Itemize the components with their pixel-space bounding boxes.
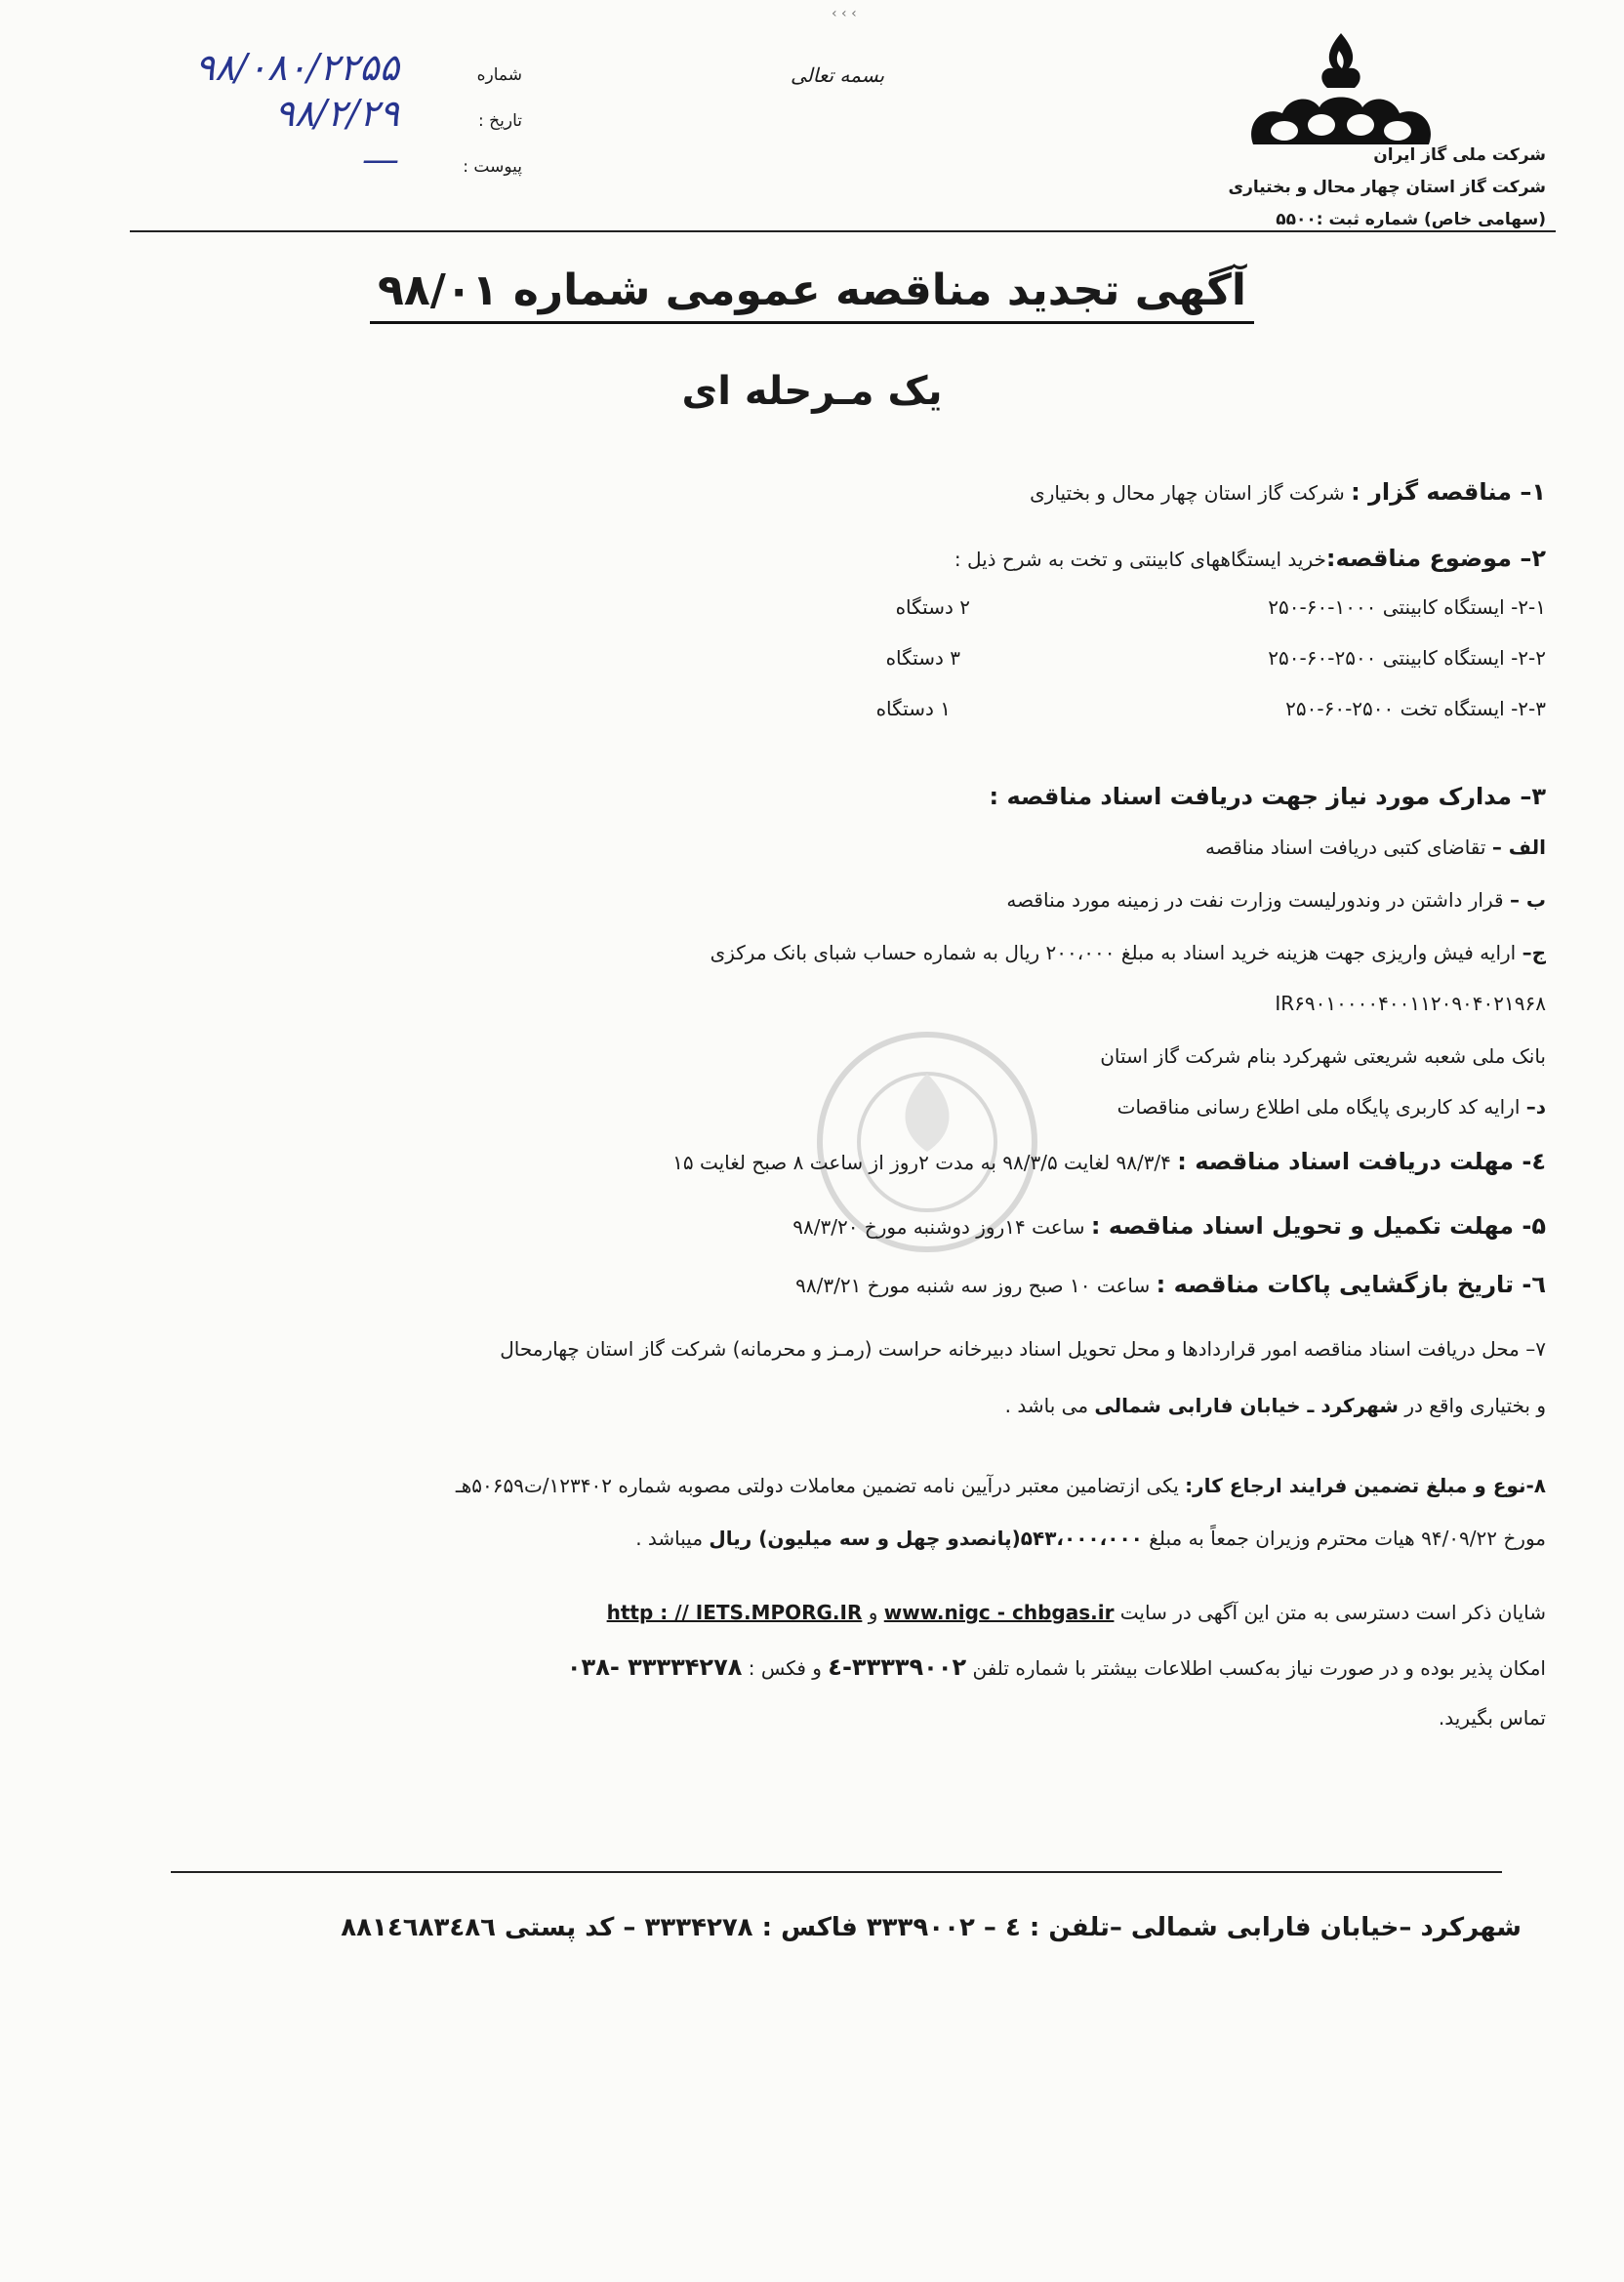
- nigc-logo-icon: [1224, 29, 1458, 156]
- notice-line2: امکان پذیر بوده و در صورت نیاز به‌کسب اطلاعات بیشتر با شماره تلفن ۳۳۳۳۹۰۰۲-٤ و فکس : ۳۳۳۳۴۲۷۸ -۰۳۸: [566, 1653, 1546, 1681]
- item-2-3-qty: ۱ دستگاه: [875, 697, 951, 720]
- scan-marks: ‹ ‹ ‹: [832, 6, 857, 21]
- bismillah: بسمه تعالی: [791, 63, 885, 87]
- notice-line3: تماس بگیرید.: [1438, 1706, 1546, 1730]
- item-2-1: ۲-۱- ایستگاه کابینتی ۱۰۰۰-۶۰-۲۵۰: [1268, 595, 1546, 619]
- company-info: [1038, 140, 1546, 236]
- company-registration: (سهامی خاص) شماره ثبت :۵۵۰۰: [1276, 210, 1546, 229]
- phone-number: ۳۳۳۳۹۰۰۲-٤: [828, 1653, 967, 1681]
- document-title: آگهی تجدید مناقصه عمومی شماره ۹۸/۰۱: [0, 265, 1624, 315]
- item-6: ٦- تاریخ بازگشایی پاکات مناقصه : ساعت ۱۰ صبح روز سه شنبه مورخ ۹۸/۳/۲۱: [795, 1271, 1546, 1298]
- number-value: ۹۸/۰۸۰/۲۲۵۵: [194, 46, 399, 89]
- header-divider: [130, 230, 1556, 232]
- footer-divider: [171, 1871, 1502, 1873]
- item-8-line1: ۸-نوع و مبلغ تضمین فرایند ارجاع کار: یکی ازتضامین معتبر درآیین نامه تضمین معاملات دولتی مصوبه شماره ۱۲۳۴۰۲/ت۵۰۶۵۹هـ: [455, 1474, 1546, 1497]
- date-value: ۹۸/۲/۲۹: [274, 92, 399, 135]
- item-2: ۲– موضوع مناقصه:خرید ایستگاههای کابینتی و تخت به شرح ذیل :: [954, 545, 1546, 572]
- company-province: شرکت گاز استان چهار محال و بختیاری: [1228, 178, 1546, 197]
- site-link-chbgas[interactable]: www.nigc - chbgas.ir: [883, 1601, 1115, 1624]
- date-label: تاریخ :: [478, 111, 522, 131]
- item-3-d: د– ارایه کد کاربری پایگاه ملی اطلاع رسانی مناقصات: [1116, 1095, 1546, 1119]
- notice-line1: شایان ذکر است دسترسی به متن این آگهی در سایت www.nigc - chbgas.ir و http : // IETS.MPORG.IR: [606, 1601, 1546, 1624]
- item-2-1-qty: ۲ دستگاه: [895, 595, 970, 619]
- item-2-2-qty: ۳ دستگاه: [885, 646, 960, 670]
- item-2-3: ۲-۳- ایستگاه تخت ۲۵۰۰-۶۰-۲۵۰: [1285, 697, 1546, 720]
- attachment-label: پیوست :: [463, 157, 522, 177]
- item-7-line1: ۷– محل دریافت اسناد مناقصه امور قراردادها و محل تحویل اسناد دبیرخانه حراست (رمـز و محرمانه) شرکت گاز استان چهارمحال: [500, 1337, 1546, 1361]
- item-3-b: ب – قرار داشتن در وندورلیست وزارت نفت در زمینه مورد مناقصه: [1006, 888, 1546, 912]
- attachment-value: —: [362, 138, 399, 181]
- item-7-line2: و بختیاری واقع در شهرکرد ـ خیابان فارابی شمالی می باشد .: [1004, 1394, 1546, 1417]
- fax-number: ۳۳۳۳۴۲۷۸ -۰۳۸: [566, 1653, 743, 1681]
- item-3-a: الف – تقاضای کتبی دریافت اسناد مناقصه: [1205, 835, 1546, 859]
- number-label: شماره: [476, 65, 522, 85]
- item-5: ۵- مهلت تکمیل و تحویل اسناد مناقصه : ساعت ۱۴روز دوشنبه مورخ ۹۸/۳/۲۰: [792, 1212, 1546, 1240]
- site-link-iets[interactable]: http : // IETS.MPORG.IR: [606, 1601, 863, 1624]
- item-3: ۳– مدارک مورد نیاز جهت دریافت اسناد مناقصه :: [989, 783, 1546, 810]
- item-1: ۱– مناقصه گزار : شرکت گاز استان چهار محال و بختیاری: [1030, 478, 1546, 506]
- company-name: شرکت ملی گاز ایران: [1373, 145, 1546, 165]
- item-4: ٤- مهلت دریافت اسناد مناقصه : ۹۸/۳/۴ لغایت ۹۸/۳/۵ به مدت ۲روز از ساعت ۸ صبح لغایت ۱۵: [672, 1148, 1546, 1175]
- item-2-2: ۲-۲- ایستگاه کابینتی ۲۵۰۰-۶۰-۲۵۰: [1268, 646, 1546, 670]
- footer-address: شهرکرد –خیابان فارابی شمالی –تلفن : ٤ – ۳۳۳۹۰۰۲ فاکس : ۳۳۳۴۲۷۸ – کد پستی ۸۸۱٤٦۸۳٤۸٦: [341, 1913, 1522, 1942]
- item-3-c-iban: IR۶۹۰۱۰۰۰۰۴۰۰۱۱۲۰۹۰۴۰۲۱۹۶۸: [1275, 992, 1546, 1015]
- document-subtitle: یک مـرحله ای: [681, 369, 943, 414]
- item-8-line2: مورخ ۹۴/۰۹/۲۲ هیات محترم وزیران جمعاً به مبلغ ۵۴۳،۰۰۰،۰۰۰(پانصدو چهل و سه میلیون) ریال میباشد .: [635, 1527, 1546, 1550]
- item-3-c: ج– ارایه فیش واریزی جهت هزینه خرید اسناد به مبلغ ۲۰۰،۰۰۰ ریال به شماره حساب شبای بانک مرکزی: [710, 941, 1546, 964]
- letter-meta: [171, 46, 522, 186]
- item-3-c-bank: بانک ملی شعبه شریعتی شهرکرد بنام شرکت گاز استان: [1100, 1044, 1546, 1068]
- document-body: [238, 478, 1546, 1845]
